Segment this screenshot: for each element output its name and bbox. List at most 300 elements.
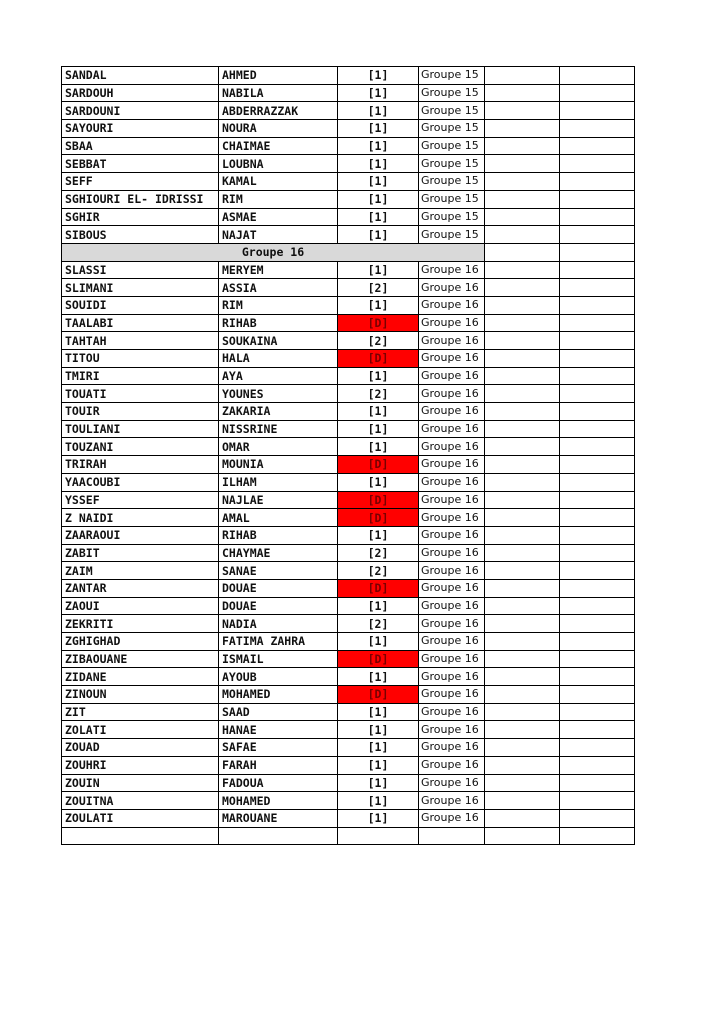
first-name-cell: NABILA	[219, 84, 338, 102]
first-name-cell: DOUAE	[219, 597, 338, 615]
first-name-cell: MOHAMED	[219, 792, 338, 810]
first-name-cell: MAROUANE	[219, 809, 338, 827]
empty-cell	[485, 809, 560, 827]
empty-cell	[485, 756, 560, 774]
empty-cell	[560, 668, 635, 686]
group-cell: Groupe 16	[419, 438, 485, 456]
last-name-cell: YSSEF	[62, 491, 219, 509]
table-row	[62, 120, 635, 138]
table-row	[62, 67, 635, 85]
table-row	[62, 792, 635, 810]
table-row	[62, 562, 635, 580]
group-cell: Groupe 16	[419, 261, 485, 279]
table-row	[62, 350, 635, 368]
empty-cell	[560, 102, 635, 120]
last-name-cell: YAACOUBI	[62, 473, 219, 491]
group-cell: Groupe 15	[419, 120, 485, 138]
last-name-cell: SOUIDI	[62, 296, 219, 314]
status-cell: [1]	[338, 155, 419, 173]
empty-cell	[560, 314, 635, 332]
status-cell: [D]	[338, 314, 419, 332]
empty-cell	[338, 827, 419, 845]
table-row	[62, 190, 635, 208]
group-cell: Groupe 15	[419, 190, 485, 208]
empty-cell	[560, 491, 635, 509]
table-row	[62, 102, 635, 120]
last-name-cell: ZOUITNA	[62, 792, 219, 810]
first-name-cell: KAMAL	[219, 173, 338, 191]
group-cell: Groupe 15	[419, 155, 485, 173]
table-row	[62, 756, 635, 774]
last-name-cell: ZAOUI	[62, 597, 219, 615]
empty-cell	[485, 703, 560, 721]
group-cell: Groupe 16	[419, 721, 485, 739]
status-cell: [1]	[338, 67, 419, 85]
first-name-cell: HALA	[219, 350, 338, 368]
empty-cell	[560, 792, 635, 810]
status-cell: [1]	[338, 438, 419, 456]
empty-cell	[485, 208, 560, 226]
last-name-cell: Z NAIDI	[62, 509, 219, 527]
empty-cell	[485, 721, 560, 739]
first-name-cell: SANAE	[219, 562, 338, 580]
empty-cell	[560, 261, 635, 279]
first-name-cell: YOUNES	[219, 385, 338, 403]
group-cell: Groupe 16	[419, 332, 485, 350]
last-name-cell: TAHTAH	[62, 332, 219, 350]
empty-cell	[485, 579, 560, 597]
first-name-cell: NISSRINE	[219, 420, 338, 438]
last-name-cell: ZOUAD	[62, 739, 219, 757]
first-name-cell: CHAYMAE	[219, 544, 338, 562]
first-name-cell: CHAIMAE	[219, 137, 338, 155]
table-row	[62, 774, 635, 792]
empty-cell	[485, 155, 560, 173]
table-row	[62, 809, 635, 827]
empty-cell	[560, 243, 635, 261]
first-name-cell: SOUKAINA	[219, 332, 338, 350]
last-name-cell: SAYOURI	[62, 120, 219, 138]
first-name-cell: AMAL	[219, 509, 338, 527]
table-row	[62, 721, 635, 739]
empty-cell	[485, 314, 560, 332]
empty-cell	[485, 67, 560, 85]
last-name-cell: TAALABI	[62, 314, 219, 332]
last-name-cell: TOUZANI	[62, 438, 219, 456]
group-cell: Groupe 16	[419, 703, 485, 721]
empty-cell	[485, 438, 560, 456]
status-cell: [1]	[338, 296, 419, 314]
table-row	[62, 155, 635, 173]
group-cell: Groupe 15	[419, 208, 485, 226]
table-row	[62, 208, 635, 226]
empty-cell	[560, 173, 635, 191]
group-cell: Groupe 16	[419, 491, 485, 509]
group-cell: Groupe 16	[419, 420, 485, 438]
first-name-cell: MOUNIA	[219, 456, 338, 474]
status-cell: [D]	[338, 350, 419, 368]
last-name-cell: SLIMANI	[62, 279, 219, 297]
empty-cell	[485, 120, 560, 138]
first-name-cell: AHMED	[219, 67, 338, 85]
table-row	[62, 261, 635, 279]
status-cell: [D]	[338, 579, 419, 597]
table-row	[62, 509, 635, 527]
empty-cell	[485, 190, 560, 208]
status-cell: [D]	[338, 650, 419, 668]
empty-cell	[485, 491, 560, 509]
last-name-cell: SANDAL	[62, 67, 219, 85]
group-cell: Groupe 16	[419, 615, 485, 633]
last-name-cell: ZABIT	[62, 544, 219, 562]
status-cell: [1]	[338, 792, 419, 810]
first-name-cell: NAJLAE	[219, 491, 338, 509]
empty-cell	[485, 84, 560, 102]
status-cell: [2]	[338, 279, 419, 297]
group-cell: Groupe 16	[419, 385, 485, 403]
status-cell: [D]	[338, 456, 419, 474]
empty-cell	[560, 473, 635, 491]
group-cell: Groupe 15	[419, 102, 485, 120]
table-row	[62, 650, 635, 668]
empty-cell	[485, 597, 560, 615]
status-cell: [1]	[338, 190, 419, 208]
group-cell: Groupe 16	[419, 296, 485, 314]
table-row	[62, 668, 635, 686]
empty-cell	[560, 155, 635, 173]
table-row	[62, 332, 635, 350]
empty-cell	[219, 827, 338, 845]
group-cell: Groupe 15	[419, 137, 485, 155]
group-cell: Groupe 16	[419, 562, 485, 580]
empty-cell	[485, 650, 560, 668]
empty-cell	[560, 686, 635, 704]
empty-cell	[560, 633, 635, 651]
first-name-cell: HANAE	[219, 721, 338, 739]
empty-cell	[560, 438, 635, 456]
status-cell: [1]	[338, 226, 419, 244]
empty-cell	[560, 226, 635, 244]
last-name-cell: ZOULATI	[62, 809, 219, 827]
last-name-cell: SARDOUH	[62, 84, 219, 102]
last-name-cell: ZIDANE	[62, 668, 219, 686]
last-name-cell: SGHIOURI EL- IDRISSI	[62, 190, 219, 208]
empty-cell	[560, 562, 635, 580]
group-cell: Groupe 15	[419, 226, 485, 244]
first-name-cell: ABDERRAZZAK	[219, 102, 338, 120]
empty-cell	[560, 279, 635, 297]
last-name-cell: SLASSI	[62, 261, 219, 279]
group-header-label: Groupe 16	[62, 243, 485, 261]
status-cell: [1]	[338, 84, 419, 102]
last-name-cell: ZGHIGHAD	[62, 633, 219, 651]
status-cell: [1]	[338, 703, 419, 721]
first-name-cell: LOUBNA	[219, 155, 338, 173]
empty-cell	[560, 509, 635, 527]
group-cell: Groupe 16	[419, 473, 485, 491]
status-cell: [1]	[338, 668, 419, 686]
empty-cell	[419, 827, 485, 845]
empty-cell	[485, 102, 560, 120]
empty-cell	[485, 615, 560, 633]
status-cell: [1]	[338, 208, 419, 226]
empty-cell	[485, 173, 560, 191]
first-name-cell: ILHAM	[219, 473, 338, 491]
first-name-cell: MERYEM	[219, 261, 338, 279]
empty-cell	[485, 261, 560, 279]
empty-cell	[560, 615, 635, 633]
first-name-cell: RIHAB	[219, 314, 338, 332]
status-cell: [D]	[338, 491, 419, 509]
empty-cell	[560, 774, 635, 792]
empty-cell	[485, 350, 560, 368]
group-cell: Groupe 16	[419, 774, 485, 792]
group-cell: Groupe 16	[419, 509, 485, 527]
table-row	[62, 526, 635, 544]
empty-cell	[485, 296, 560, 314]
empty-cell	[560, 67, 635, 85]
empty-cell	[485, 332, 560, 350]
empty-row	[62, 827, 635, 845]
status-cell: [1]	[338, 261, 419, 279]
first-name-cell: ASMAE	[219, 208, 338, 226]
empty-cell	[485, 226, 560, 244]
last-name-cell: SEBBAT	[62, 155, 219, 173]
empty-cell	[485, 243, 560, 261]
status-cell: [1]	[338, 120, 419, 138]
status-cell: [2]	[338, 615, 419, 633]
first-name-cell: ISMAIL	[219, 650, 338, 668]
table-row	[62, 438, 635, 456]
table-row	[62, 686, 635, 704]
status-cell: [1]	[338, 756, 419, 774]
status-cell: [1]	[338, 633, 419, 651]
group-cell: Groupe 15	[419, 173, 485, 191]
last-name-cell: ZINOUN	[62, 686, 219, 704]
group-cell: Groupe 16	[419, 579, 485, 597]
status-cell: [1]	[338, 367, 419, 385]
empty-cell	[485, 456, 560, 474]
last-name-cell: ZEKRITI	[62, 615, 219, 633]
empty-cell	[560, 367, 635, 385]
group-cell: Groupe 16	[419, 367, 485, 385]
table-row	[62, 137, 635, 155]
empty-cell	[560, 739, 635, 757]
empty-cell	[560, 332, 635, 350]
last-name-cell: ZAIM	[62, 562, 219, 580]
empty-cell	[560, 650, 635, 668]
status-cell: [2]	[338, 332, 419, 350]
table-row	[62, 296, 635, 314]
first-name-cell: RIM	[219, 296, 338, 314]
group-header-row	[62, 243, 635, 261]
last-name-cell: SARDOUNI	[62, 102, 219, 120]
first-name-cell: AYA	[219, 367, 338, 385]
last-name-cell: ZIT	[62, 703, 219, 721]
empty-cell	[560, 579, 635, 597]
group-cell: Groupe 16	[419, 526, 485, 544]
last-name-cell: SGHIR	[62, 208, 219, 226]
empty-cell	[560, 721, 635, 739]
empty-cell	[560, 385, 635, 403]
empty-cell	[560, 84, 635, 102]
status-cell: [D]	[338, 686, 419, 704]
first-name-cell: DOUAE	[219, 579, 338, 597]
empty-cell	[485, 473, 560, 491]
empty-cell	[560, 827, 635, 845]
first-name-cell: FARAH	[219, 756, 338, 774]
status-cell: [2]	[338, 385, 419, 403]
last-name-cell: ZANTAR	[62, 579, 219, 597]
table-row	[62, 544, 635, 562]
table-row	[62, 456, 635, 474]
table-row	[62, 279, 635, 297]
empty-cell	[485, 509, 560, 527]
status-cell: [1]	[338, 809, 419, 827]
last-name-cell: TITOU	[62, 350, 219, 368]
empty-cell	[560, 190, 635, 208]
last-name-cell: TRIRAH	[62, 456, 219, 474]
empty-cell	[560, 120, 635, 138]
table-row	[62, 403, 635, 421]
table-row	[62, 367, 635, 385]
status-cell: [1]	[338, 721, 419, 739]
group-cell: Groupe 15	[419, 67, 485, 85]
first-name-cell: MOHAMED	[219, 686, 338, 704]
first-name-cell: RIHAB	[219, 526, 338, 544]
group-cell: Groupe 16	[419, 792, 485, 810]
group-cell: Groupe 16	[419, 739, 485, 757]
empty-cell	[560, 137, 635, 155]
first-name-cell: AYOUB	[219, 668, 338, 686]
status-cell: [D]	[338, 509, 419, 527]
empty-cell	[485, 544, 560, 562]
status-cell: [2]	[338, 562, 419, 580]
last-name-cell: ZOUIN	[62, 774, 219, 792]
status-cell: [1]	[338, 774, 419, 792]
empty-cell	[485, 526, 560, 544]
table-row	[62, 491, 635, 509]
last-name-cell: TOUATI	[62, 385, 219, 403]
table-row	[62, 385, 635, 403]
first-name-cell: NADIA	[219, 615, 338, 633]
first-name-cell: NOURA	[219, 120, 338, 138]
empty-cell	[560, 456, 635, 474]
status-cell: [1]	[338, 739, 419, 757]
empty-cell	[485, 420, 560, 438]
last-name-cell: ZOUHRI	[62, 756, 219, 774]
student-roster-table	[61, 66, 635, 845]
empty-cell	[560, 350, 635, 368]
table-row	[62, 633, 635, 651]
status-cell: [1]	[338, 420, 419, 438]
last-name-cell: TOULIANI	[62, 420, 219, 438]
table-row	[62, 226, 635, 244]
first-name-cell: NAJAT	[219, 226, 338, 244]
group-cell: Groupe 16	[419, 314, 485, 332]
group-cell: Groupe 16	[419, 809, 485, 827]
first-name-cell: RIM	[219, 190, 338, 208]
empty-cell	[485, 827, 560, 845]
group-cell: Groupe 16	[419, 350, 485, 368]
group-cell: Groupe 16	[419, 403, 485, 421]
last-name-cell: TOUIR	[62, 403, 219, 421]
status-cell: [1]	[338, 473, 419, 491]
table-row	[62, 173, 635, 191]
first-name-cell: SAAD	[219, 703, 338, 721]
empty-cell	[560, 597, 635, 615]
empty-cell	[485, 792, 560, 810]
empty-cell	[485, 739, 560, 757]
empty-cell	[560, 544, 635, 562]
status-cell: [1]	[338, 403, 419, 421]
empty-cell	[560, 809, 635, 827]
empty-cell	[560, 208, 635, 226]
table-row	[62, 473, 635, 491]
status-cell: [2]	[338, 544, 419, 562]
empty-cell	[560, 703, 635, 721]
last-name-cell: SEFF	[62, 173, 219, 191]
group-cell: Groupe 16	[419, 279, 485, 297]
group-cell: Groupe 16	[419, 668, 485, 686]
first-name-cell: ASSIA	[219, 279, 338, 297]
status-cell: [1]	[338, 597, 419, 615]
group-cell: Groupe 16	[419, 756, 485, 774]
table-row	[62, 314, 635, 332]
first-name-cell: OMAR	[219, 438, 338, 456]
empty-cell	[560, 420, 635, 438]
empty-cell	[485, 633, 560, 651]
status-cell: [1]	[338, 526, 419, 544]
last-name-cell: ZIBAOUANE	[62, 650, 219, 668]
group-cell: Groupe 16	[419, 650, 485, 668]
table-row	[62, 579, 635, 597]
group-cell: Groupe 16	[419, 456, 485, 474]
first-name-cell: ZAKARIA	[219, 403, 338, 421]
table-row	[62, 597, 635, 615]
first-name-cell: FATIMA ZAHRA	[219, 633, 338, 651]
empty-cell	[560, 526, 635, 544]
empty-cell	[485, 367, 560, 385]
table-row	[62, 703, 635, 721]
empty-cell	[560, 403, 635, 421]
last-name-cell: SBAA	[62, 137, 219, 155]
last-name-cell: TMIRI	[62, 367, 219, 385]
empty-cell	[485, 279, 560, 297]
first-name-cell: FADOUA	[219, 774, 338, 792]
table-row	[62, 739, 635, 757]
empty-cell	[485, 774, 560, 792]
last-name-cell: SIBOUS	[62, 226, 219, 244]
group-cell: Groupe 15	[419, 84, 485, 102]
empty-cell	[485, 668, 560, 686]
roster-body	[62, 67, 635, 845]
last-name-cell: ZAARAOUI	[62, 526, 219, 544]
group-cell: Groupe 16	[419, 633, 485, 651]
empty-cell	[62, 827, 219, 845]
status-cell: [1]	[338, 102, 419, 120]
empty-cell	[485, 403, 560, 421]
table-row	[62, 615, 635, 633]
empty-cell	[485, 137, 560, 155]
table-row	[62, 420, 635, 438]
last-name-cell: ZOLATI	[62, 721, 219, 739]
status-cell: [1]	[338, 173, 419, 191]
empty-cell	[560, 756, 635, 774]
group-cell: Groupe 16	[419, 544, 485, 562]
status-cell: [1]	[338, 137, 419, 155]
first-name-cell: SAFAE	[219, 739, 338, 757]
